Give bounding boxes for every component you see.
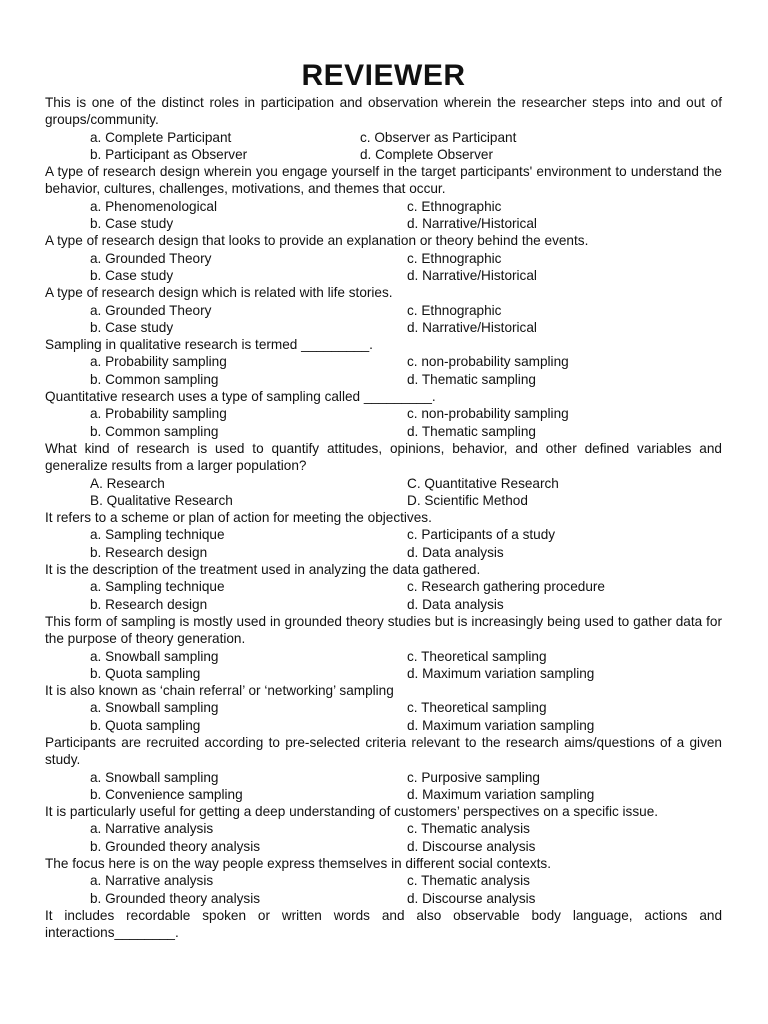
option-row bbox=[45, 319, 722, 336]
option-row bbox=[45, 423, 722, 440]
option-choice: b. Participant as Observer bbox=[90, 146, 248, 162]
question-block bbox=[45, 440, 722, 509]
option-choice: a. Grounded Theory bbox=[90, 302, 212, 318]
option-choice: c. Participants of a study bbox=[407, 527, 556, 543]
option-choice: b. Case study bbox=[90, 319, 174, 335]
option-choice: c. Ethnographic bbox=[407, 302, 502, 318]
option-choice: D. Scientific Method bbox=[407, 492, 528, 508]
option-row bbox=[45, 492, 722, 509]
question-block bbox=[45, 803, 722, 855]
option-choice: b. Common sampling bbox=[90, 423, 219, 439]
question-block bbox=[45, 336, 722, 388]
option-row bbox=[45, 146, 722, 163]
question-block bbox=[45, 232, 722, 284]
option-row bbox=[45, 665, 722, 682]
option-row bbox=[45, 838, 722, 855]
option-choice: B. Qualitative Research bbox=[90, 492, 233, 508]
option-row bbox=[45, 648, 722, 665]
option-choice: d. Data analysis bbox=[407, 596, 504, 612]
option-choice: b. Case study bbox=[90, 267, 174, 283]
option-choice: C. Quantitative Research bbox=[407, 475, 559, 491]
reviewer-page bbox=[45, 58, 722, 942]
question-text: The focus here is on the way people express themselves in different social contexts. bbox=[45, 856, 552, 872]
question-text: This is one of the distinct roles in participation and observation wherein the researcher steps into and out of groups/community. bbox=[45, 95, 722, 128]
question-text: A type of research design which is related with life stories. bbox=[45, 285, 393, 301]
option-row bbox=[45, 302, 722, 319]
option-row bbox=[45, 544, 722, 561]
option-choice: c. Thematic analysis bbox=[407, 821, 530, 837]
question-text: This form of sampling is mostly used in grounded theory studies but is increasingly being used to gather data for the purpose of theory generation. bbox=[45, 613, 722, 647]
option-choice: d. Thematic sampling bbox=[407, 423, 536, 439]
option-choice: b. Convenience sampling bbox=[90, 786, 243, 802]
option-choice: d. Maximum variation sampling bbox=[407, 786, 595, 802]
option-row bbox=[45, 405, 722, 422]
option-choice: d. Maximum variation sampling bbox=[407, 665, 595, 681]
question-text: Participants are recruited according to pre-selected criteria relevant to the research aims/questions of a given study. bbox=[45, 734, 722, 768]
option-choice: c. Thematic analysis bbox=[407, 873, 530, 889]
option-choice: a. Sampling technique bbox=[90, 527, 225, 543]
option-row bbox=[45, 198, 722, 215]
option-choice: a. Complete Participant bbox=[90, 129, 232, 145]
question-block bbox=[45, 94, 722, 163]
option-choice: a. Snowball sampling bbox=[90, 769, 219, 785]
option-choice: b. Common sampling bbox=[90, 371, 219, 387]
option-choice: d. Complete Observer bbox=[360, 146, 493, 162]
option-row bbox=[45, 890, 722, 907]
option-choice: b. Quota sampling bbox=[90, 665, 201, 681]
question-block bbox=[45, 388, 722, 440]
option-choice: a. Narrative analysis bbox=[90, 821, 214, 837]
option-row bbox=[45, 250, 722, 267]
option-choice: d. Thematic sampling bbox=[407, 371, 536, 387]
question-block bbox=[45, 855, 722, 907]
option-row bbox=[45, 353, 722, 370]
option-row bbox=[45, 267, 722, 284]
option-row bbox=[45, 371, 722, 388]
page-title: REVIEWER bbox=[301, 59, 466, 92]
question-text: It is particularly useful for getting a deep understanding of customers’ perspectives on a specific issue. bbox=[45, 804, 659, 820]
option-choice: c. Research gathering procedure bbox=[407, 579, 605, 595]
option-choice: c. Ethnographic bbox=[407, 250, 502, 266]
option-choice: a. Probability sampling bbox=[90, 406, 227, 422]
option-choice: c. non-probability sampling bbox=[407, 406, 569, 422]
option-choice: b. Quota sampling bbox=[90, 717, 201, 733]
option-choice: b. Grounded theory analysis bbox=[90, 890, 261, 906]
option-choice: a. Sampling technique bbox=[90, 579, 225, 595]
option-row bbox=[45, 215, 722, 232]
option-choice: b. Grounded theory analysis bbox=[90, 838, 261, 854]
option-choice: c. Purposive sampling bbox=[407, 769, 540, 785]
question-text: A type of research design that looks to provide an explanation or theory behind the events. bbox=[45, 233, 589, 249]
question-block bbox=[45, 682, 722, 734]
option-choice: c. Theoretical sampling bbox=[407, 648, 547, 664]
option-choice: a. Narrative analysis bbox=[90, 873, 214, 889]
option-choice: d. Narrative/Historical bbox=[407, 216, 537, 232]
option-choice: c. Theoretical sampling bbox=[407, 700, 547, 716]
question-list bbox=[45, 94, 722, 942]
question-text: A type of research design wherein you engage yourself in the target participants' environment to understand the behavior, cultures, challenges, motivations, and themes that occur. bbox=[45, 164, 722, 197]
option-row bbox=[45, 578, 722, 595]
question-text: Quantitative research uses a type of sampling called _________. bbox=[45, 389, 436, 405]
question-text: It is the description of the treatment used in analyzing the data gathered. bbox=[45, 562, 481, 578]
option-row bbox=[45, 717, 722, 734]
question-block bbox=[45, 907, 722, 942]
option-choice: c. non-probability sampling bbox=[407, 354, 569, 370]
option-choice: b. Research design bbox=[90, 596, 208, 612]
option-choice: d. Narrative/Historical bbox=[407, 319, 537, 335]
option-choice: d. Discourse analysis bbox=[407, 890, 536, 906]
option-choice: d. Data analysis bbox=[407, 544, 504, 560]
question-text: What kind of research is used to quantify attitudes, opinions, behavior, and other defined variables and generalize results from a larger population? bbox=[45, 440, 722, 474]
question-block bbox=[45, 509, 722, 561]
option-row bbox=[45, 596, 722, 613]
question-text: It is also known as ‘chain referral’ or ‘networking’ sampling bbox=[45, 683, 394, 699]
question-text: It refers to a scheme or plan of action for meeting the objectives. bbox=[45, 510, 432, 526]
option-choice: b. Research design bbox=[90, 544, 208, 560]
option-choice: c. Ethnographic bbox=[407, 198, 502, 214]
question-text: Sampling in qualitative research is termed _________. bbox=[45, 337, 373, 353]
option-choice: a. Snowball sampling bbox=[90, 700, 219, 716]
option-choice: b. Case study bbox=[90, 216, 174, 232]
option-row bbox=[45, 699, 722, 716]
option-row bbox=[45, 786, 722, 803]
question-text: It includes recordable spoken or written words and also observable body language, actions and interactions________. bbox=[45, 907, 722, 941]
option-row bbox=[45, 129, 722, 146]
question-block bbox=[45, 163, 722, 232]
option-row bbox=[45, 820, 722, 837]
option-choice: c. Observer as Participant bbox=[360, 129, 517, 145]
option-row bbox=[45, 872, 722, 889]
option-choice: d. Narrative/Historical bbox=[407, 267, 537, 283]
option-choice: d. Maximum variation sampling bbox=[407, 717, 595, 733]
question-block bbox=[45, 734, 722, 803]
question-block bbox=[45, 284, 722, 336]
option-choice: a. Probability sampling bbox=[90, 354, 227, 370]
option-choice: a. Snowball sampling bbox=[90, 648, 219, 664]
option-row bbox=[45, 475, 722, 492]
question-block bbox=[45, 561, 722, 613]
question-block bbox=[45, 613, 722, 682]
option-row bbox=[45, 526, 722, 543]
option-choice: d. Discourse analysis bbox=[407, 838, 536, 854]
option-choice: A. Research bbox=[90, 475, 165, 491]
option-row bbox=[45, 769, 722, 786]
option-choice: a. Phenomenological bbox=[90, 198, 217, 214]
option-choice: a. Grounded Theory bbox=[90, 250, 212, 266]
